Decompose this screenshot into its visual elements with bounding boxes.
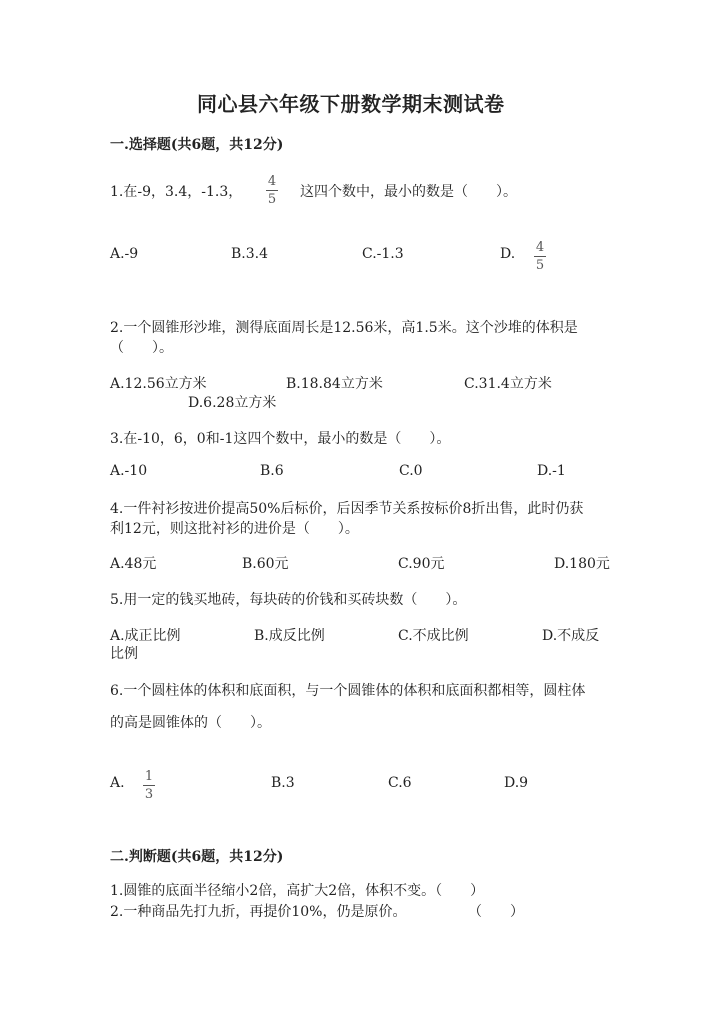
fraction-numerator: 4 (267, 174, 277, 189)
question-6-option-a[interactable]: A. (110, 775, 125, 791)
section-1-heading: 一.选择题(共6题，共12分) (110, 137, 284, 153)
question-1-fraction (266, 174, 278, 207)
question-1-option-a[interactable]: A.-9 (110, 246, 139, 262)
question-4-text-line1: 4.一件衬衫按进价提高50%后标价，后因季节关系按标价8折出售，此时仍获 (110, 501, 584, 517)
question-6-option-a-fraction (143, 769, 155, 802)
judgment-question-2: 2.一种商品先打九折，再提价10%，仍是原价。 (110, 904, 407, 920)
question-1-option-b[interactable]: B.3.4 (231, 246, 269, 262)
fraction-numerator: 4 (535, 240, 545, 255)
question-6-option-d[interactable]: D.9 (504, 775, 529, 791)
section-2-heading: 二.判断题(共6题，共12分) (110, 849, 284, 865)
fraction-denominator: 3 (144, 787, 154, 802)
question-4-option-d[interactable]: D.180元 (554, 556, 610, 572)
question-3-text: 3.在-10，6，0和-1这四个数中，最小的数是（ ）。 (110, 431, 451, 447)
question-1-option-d-fraction (534, 240, 546, 273)
question-6-option-b[interactable]: B.3 (271, 775, 295, 791)
question-1-text-after: 这四个数中，最小的数是（ ）。 (300, 184, 517, 200)
question-4-option-a[interactable]: A.48元 (110, 556, 157, 572)
fraction-bar (266, 190, 278, 191)
page-title: 同心县六年级下册数学期末测试卷 (197, 92, 505, 116)
question-3-option-b[interactable]: B.6 (260, 463, 284, 479)
question-2-text-line1: 2.一个圆锥形沙堆，测得底面周长是12.56米，高1.5米。这个沙堆的体积是 (110, 320, 578, 336)
question-3-option-d[interactable]: D.-1 (537, 463, 566, 479)
question-4-text-line2: 利12元，则这批衬衫的进价是（ ）。 (110, 521, 359, 537)
fraction-numerator: 1 (144, 769, 154, 784)
question-2-text-line2: （ ）。 (110, 340, 173, 356)
question-1-option-c[interactable]: C.-1.3 (362, 246, 404, 262)
question-2-option-d[interactable]: D.6.28立方米 (188, 395, 277, 411)
question-2-option-b[interactable]: B.18.84立方米 (286, 376, 383, 392)
judgment-question-1: 1.圆锥的底面半径缩小2倍，高扩大2倍，体积不变。（ ） (110, 883, 485, 899)
fraction-bar (143, 785, 155, 786)
question-2-option-c[interactable]: C.31.4立方米 (464, 376, 552, 392)
fraction-denominator: 5 (535, 258, 545, 273)
fraction-bar (534, 256, 546, 257)
question-6-text-line1: 6.一个圆柱体的体积和底面积，与一个圆锥体的体积和底面积都相等，圆柱体 (110, 683, 586, 699)
question-6-option-c[interactable]: C.6 (388, 775, 412, 791)
question-5-option-d-line1[interactable]: D.不成反 (542, 628, 600, 644)
question-5-option-d-line2[interactable]: 比例 (110, 646, 138, 662)
judgment-question-2-blank[interactable]: （ ） (468, 904, 524, 920)
question-3-option-a[interactable]: A.-10 (110, 463, 148, 479)
question-2-option-a[interactable]: A.12.56立方米 (110, 376, 207, 392)
question-6-text-line2: 的高是圆锥体的（ ）。 (110, 715, 271, 731)
question-1-text-before: 1.在-9，3.4，-1.3， (110, 184, 243, 200)
question-5-text: 5.用一定的钱买地砖，每块砖的价钱和买砖块数（ ）。 (110, 592, 467, 608)
question-5-option-a[interactable]: A.成正比例 (110, 628, 181, 644)
question-4-option-b[interactable]: B.60元 (242, 556, 289, 572)
question-4-option-c[interactable]: C.90元 (398, 556, 445, 572)
fraction-denominator: 5 (267, 192, 277, 207)
question-1-option-d[interactable]: D. (500, 246, 516, 262)
question-5-option-c[interactable]: C.不成比例 (398, 628, 469, 644)
question-3-option-c[interactable]: C.0 (399, 463, 423, 479)
question-5-option-b[interactable]: B.成反比例 (254, 628, 325, 644)
